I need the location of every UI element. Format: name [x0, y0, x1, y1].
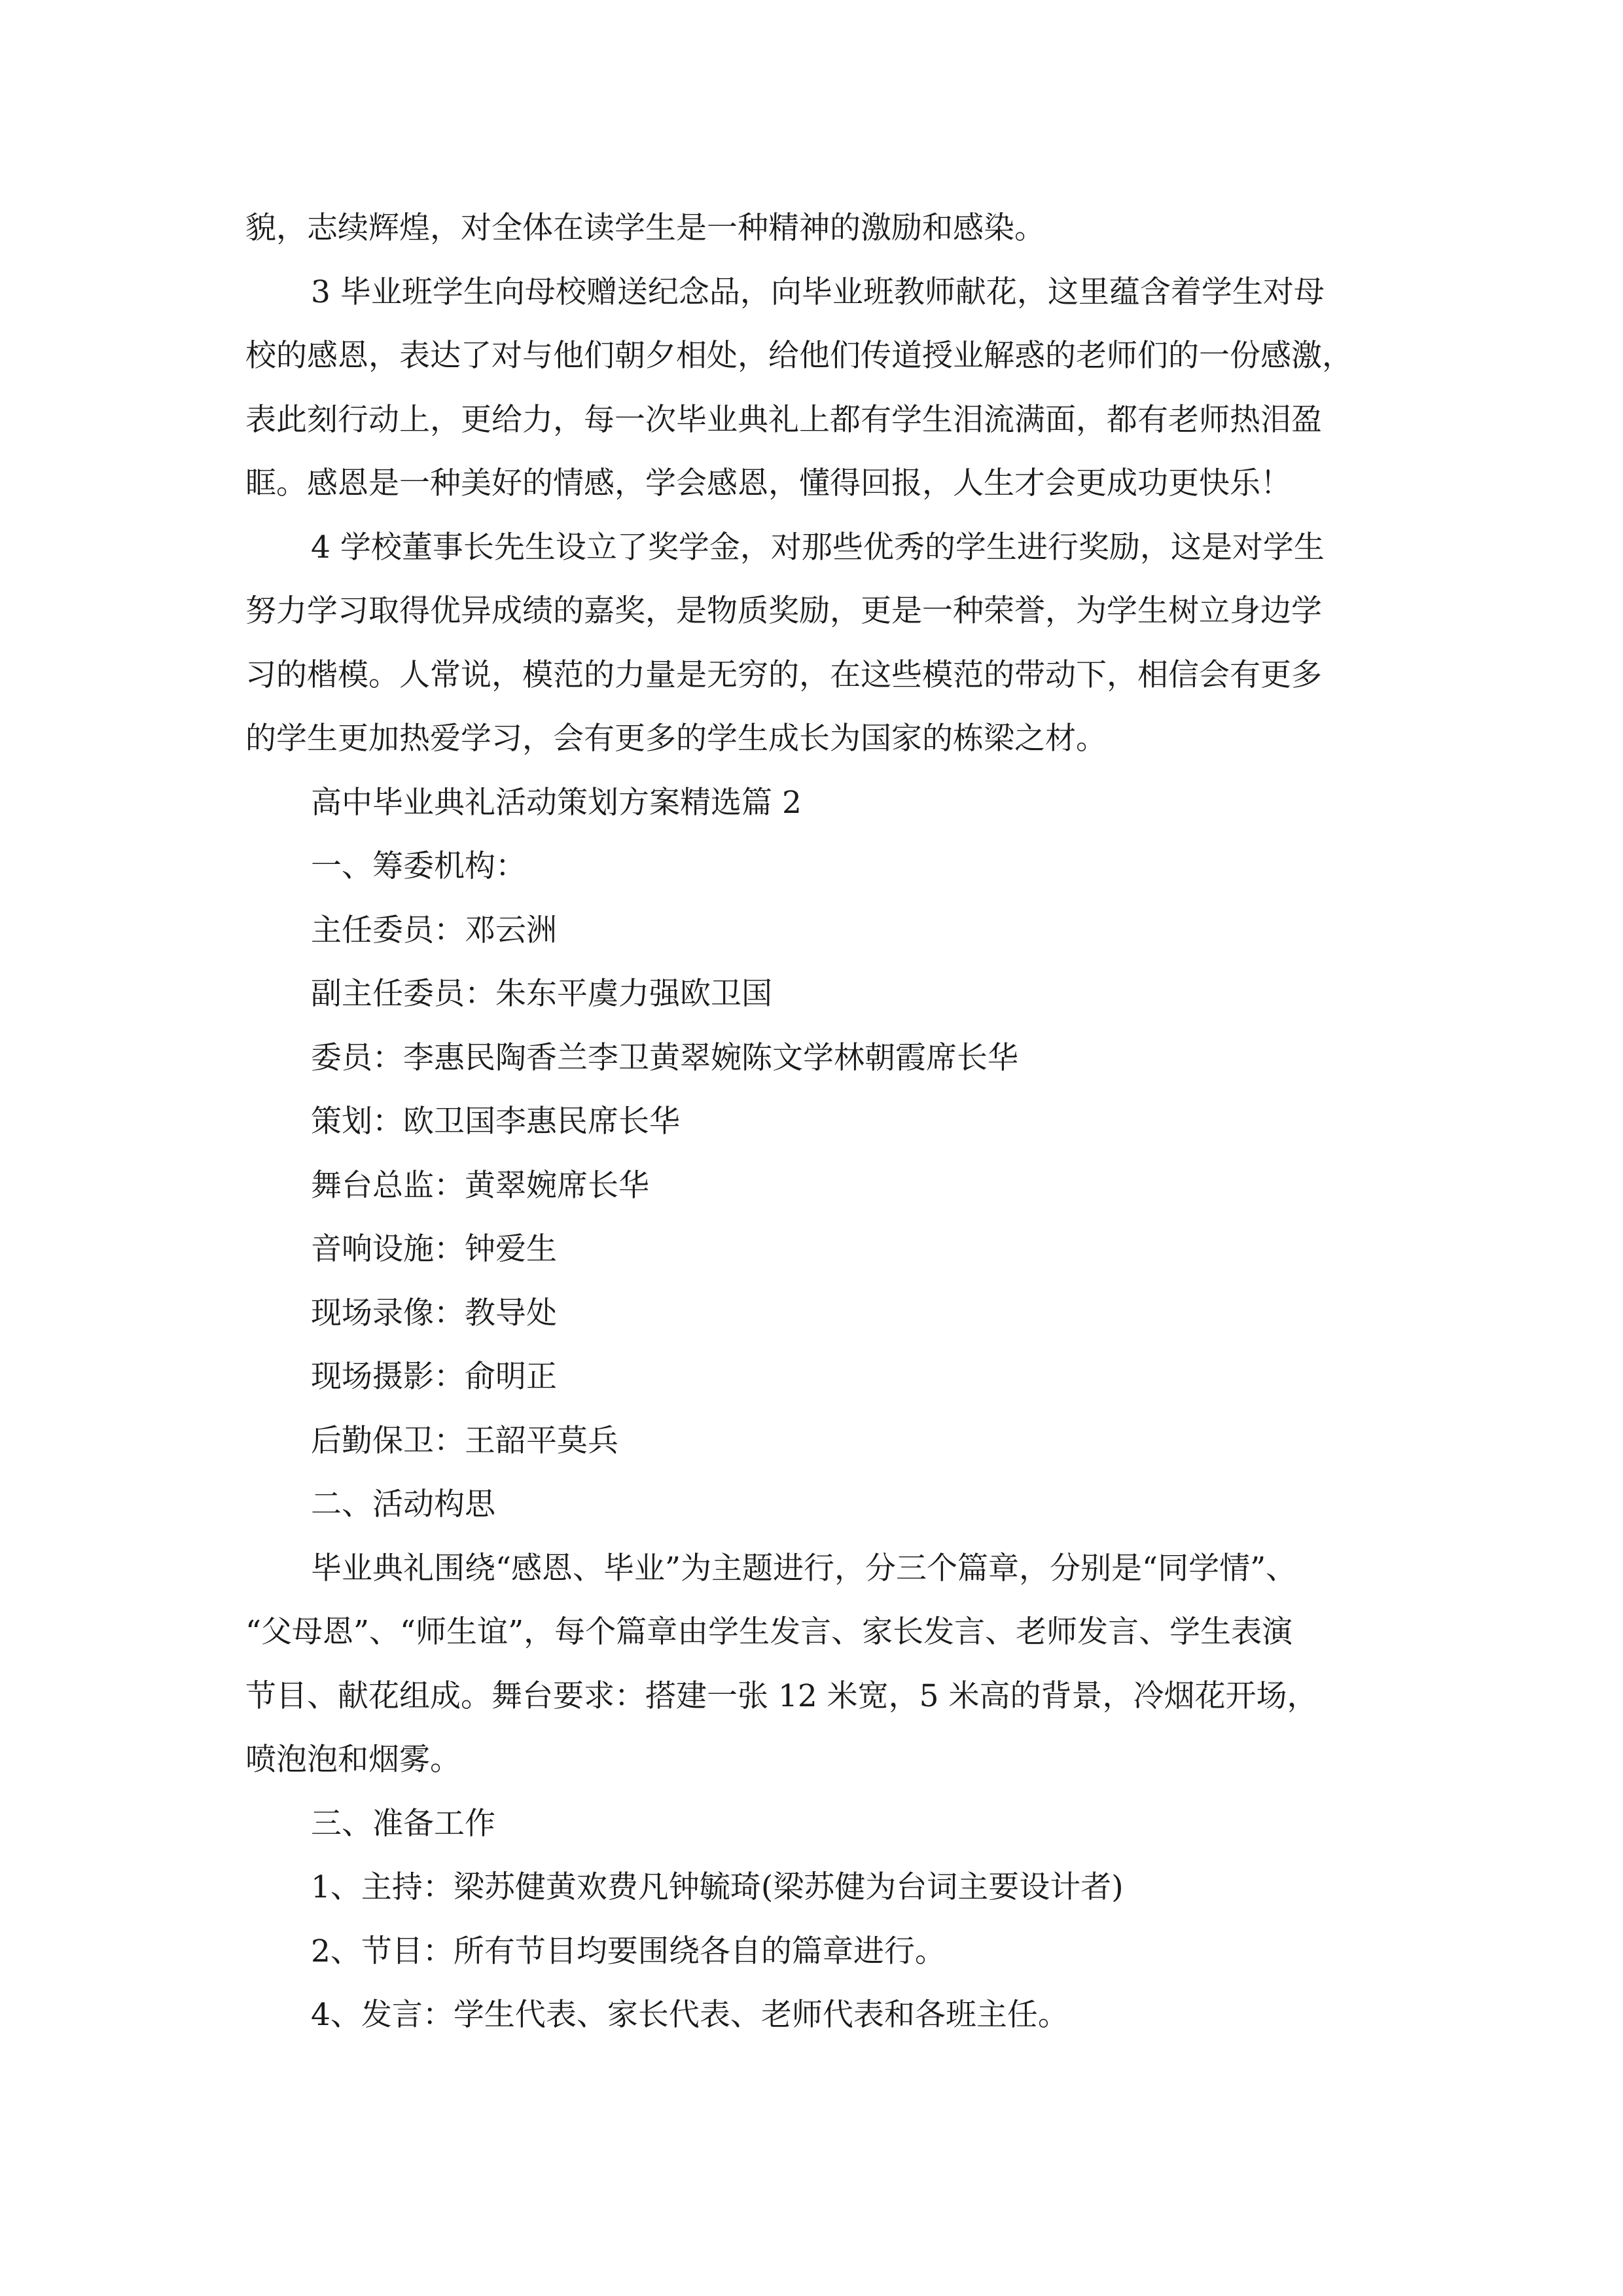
paragraph-line: 习的楷模。人常说，模范的力量是无穷的，在这些模范的带动下，相信会有更多	[245, 656, 1322, 693]
section-title: 高中毕业典礼活动策划方案精选篇 2	[311, 784, 802, 821]
document-body	[245, 196, 1397, 2047]
paragraph-line: 3 毕业班学生向母校赠送纪念品，向毕业班教师献花，这里蕴含着学生对母	[311, 274, 1325, 310]
preparation-item: 1、主持：梁苏健黄欢费凡钟毓琦(梁苏健为台词主要设计者)	[311, 1869, 1124, 1905]
committee-item: 音响设施：钟爱生	[311, 1231, 557, 1267]
paragraph-line: 喷泡泡和烟雾。	[245, 1742, 461, 1778]
section-heading: 三、准备工作	[311, 1805, 495, 1842]
committee-item: 委员：李惠民陶香兰李卫黄翠婉陈文学林朝霞席长华	[311, 1039, 1018, 1076]
committee-item: 舞台总监：黄翠婉席长华	[311, 1167, 649, 1204]
preparation-item: 2、节目：所有节目均要围绕各自的篇章进行。	[311, 1933, 946, 1969]
paragraph-line: 努力学习取得优异成绩的嘉奖，是物质奖励，更是一种荣誉，为学生树立身边学	[245, 593, 1322, 629]
section-heading: 二、活动构思	[311, 1486, 495, 1522]
section-heading: 一、筹委机构：	[311, 848, 526, 884]
paragraph-line: 眶。感恩是一种美好的情感，学会感恩，懂得回报，人生才会更成功更快乐！	[245, 465, 1291, 501]
committee-item: 主任委员：邓云洲	[311, 912, 557, 948]
committee-item: 后勤保卫：王韶平莫兵	[311, 1422, 618, 1459]
paragraph-line: 校的感恩，表达了对与他们朝夕相处，给他们传道授业解惑的老师们的一份感激，	[245, 338, 1353, 374]
committee-item: 策划：欧卫国李惠民席长华	[311, 1103, 680, 1139]
paragraph-line: 毕业典礼围绕“感恩、毕业”为主题进行，分三个篇章，分别是“同学情”、	[311, 1550, 1297, 1587]
paragraph-line: 的学生更加热爱学习，会有更多的学生成长为国家的栋梁之材。	[245, 721, 1107, 757]
committee-item: 副主任委员：朱东平虞力强欧卫国	[311, 976, 772, 1012]
paragraph-line: 4 学校董事长先生设立了奖学金，对那些优秀的学生进行奖励，这是对学生	[311, 529, 1325, 565]
preparation-item: 4、发言：学生代表、家长代表、老师代表和各班主任。	[311, 1997, 1069, 2033]
paragraph-line: “父母恩”、“师生谊”，每个篇章由学生发言、家长发言、老师发言、学生表演	[245, 1614, 1293, 1650]
committee-item: 现场摄影：俞明正	[311, 1359, 557, 1395]
paragraph-line: 表此刻行动上，更给力，每一次毕业典礼上都有学生泪流满面，都有老师热泪盈	[245, 401, 1322, 438]
paragraph-line: 节目、献花组成。舞台要求：搭建一张 12 米宽，5 米高的背景，冷烟花开场，	[245, 1677, 1318, 1714]
committee-item: 现场录像：教导处	[311, 1295, 557, 1331]
paragraph-line: 貌，志续辉煌，对全体在读学生是一种精神的激励和感染。	[245, 210, 1045, 246]
